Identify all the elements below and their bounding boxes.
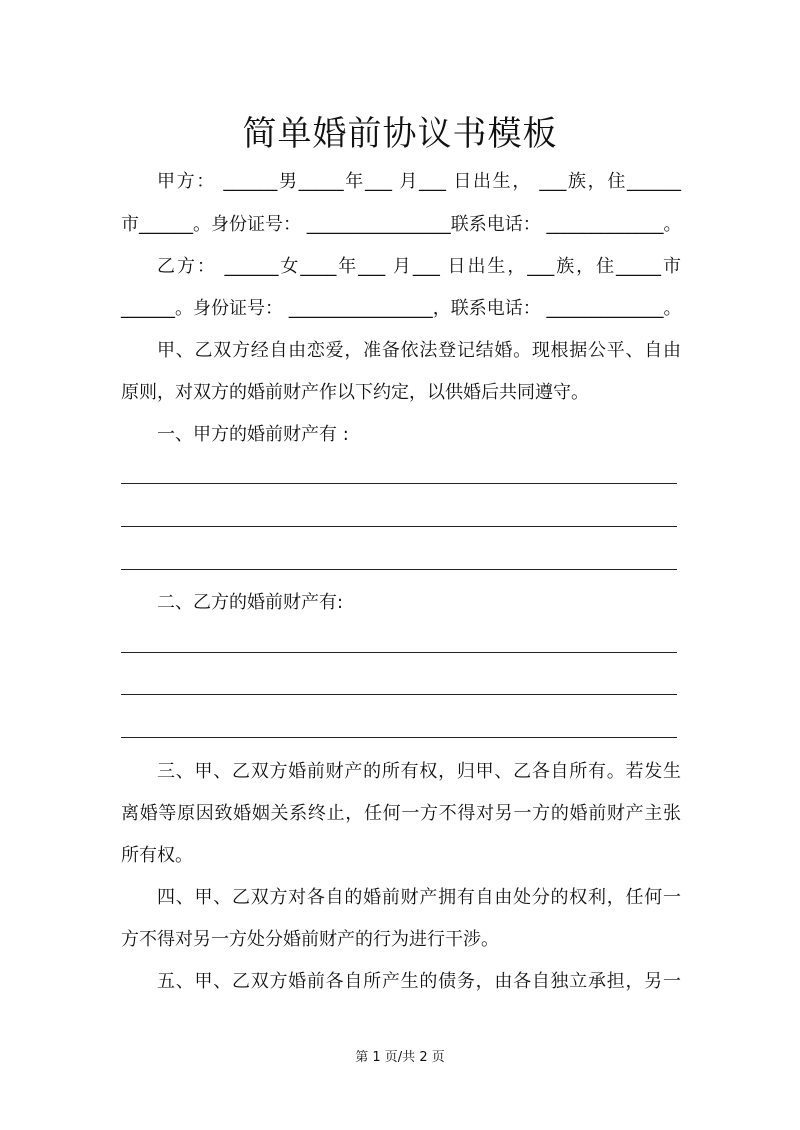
section-3-line-1: 三、甲、乙双方婚前财产的所有权，归甲、乙各自所有。若发生 xyxy=(157,761,681,782)
section-5-line-1: 五、甲、乙双方婚前各自所产生的债务，由各自独立承担，另一 xyxy=(157,971,681,992)
blank-line xyxy=(121,569,677,570)
section-2-heading: 二、乙方的婚前财产有: xyxy=(157,592,344,613)
page-number-footer: 第 1 页/共 2 页 xyxy=(355,1050,445,1065)
section-4-line-2: 方不得对另一方处分婚前财产的行为进行干涉。 xyxy=(121,929,499,950)
party-a-line-1: 甲方： ______男_____年___ 月___ 日出生， ___族，住______ xyxy=(157,171,681,192)
blank-line xyxy=(121,737,677,738)
section-3-line-3: 所有权。 xyxy=(121,845,193,866)
blank-line xyxy=(121,483,677,484)
intro-line-2: 原则，对双方的婚前财产作以下约定，以供婚后共同遵守。 xyxy=(121,382,589,403)
section-3-line-2: 离婚等原因致婚姻关系终止，任何一方不得对另一方的婚前财产主张 xyxy=(121,803,681,824)
blank-line xyxy=(121,526,677,527)
intro-line-1: 甲、乙双方经自由恋爱，准备依法登记结婚。现根据公平、自由 xyxy=(157,340,681,361)
document-title: 简单婚前协议书模板 xyxy=(242,114,558,154)
party-a-line-2: 市______。身份证号： ________________联系电话： _____________。 xyxy=(121,214,682,235)
blank-line xyxy=(121,652,677,653)
party-b-line-2: ______。身份证号： ________________，联系电话： _____________。 xyxy=(121,298,682,319)
section-4-line-1: 四、甲、乙双方对各自的婚前财产拥有自由处分的权利，任何一 xyxy=(157,887,681,908)
party-b-line-1: 乙方： ______女____年___ 月___ 日出生，___族，住_____市 xyxy=(157,256,681,277)
blank-line xyxy=(121,694,677,695)
section-1-heading: 一、甲方的婚前财产有 : xyxy=(157,424,349,445)
